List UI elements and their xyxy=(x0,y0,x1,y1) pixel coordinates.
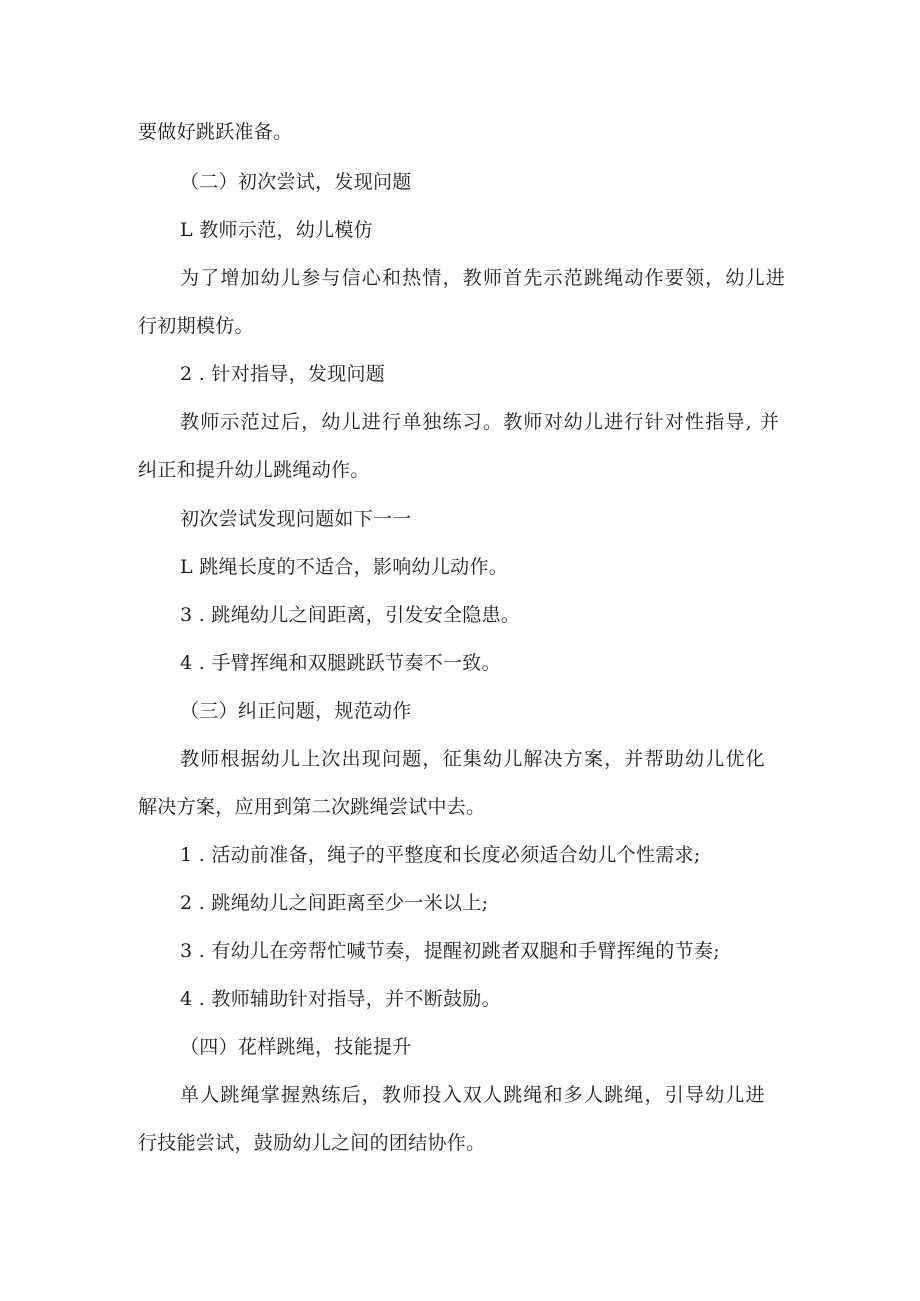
list-item: 1 . 活动前准备，绳子的平整度和长度必须适合幼儿个性需求; xyxy=(180,844,701,866)
list-item: 2 . 跳绳幼儿之间距离至少一米以上; xyxy=(180,892,489,914)
paragraph-line: 行初期模仿。 xyxy=(138,315,254,337)
subsection-heading: 2 . 针对指导，发现问题 xyxy=(180,363,386,385)
paragraph-line: 教师示范过后，幼儿进行单独练习。教师对幼儿进行针对性指导, 并 xyxy=(180,411,781,433)
paragraph-line: 为了增加幼儿参与信心和热情，教师首先示范跳绳动作要领，幼儿进 xyxy=(180,267,787,289)
paragraph-line: 纠正和提升幼儿跳绳动作。 xyxy=(138,459,370,481)
list-item: 4 . 手臂挥绳和双腿跳跃节奏不一致。 xyxy=(180,652,501,674)
subsection-heading: L 教师示范，幼儿模仿 xyxy=(180,219,373,241)
list-item: 4 . 教师辅助针对指导，并不断鼓励。 xyxy=(180,988,501,1010)
paragraph-line: 教师根据幼儿上次出现问题，征集幼儿解决方案，并帮助幼儿优化 xyxy=(180,748,766,770)
section-heading: （三）纠正问题，规范动作 xyxy=(180,700,412,722)
section-heading: （二）初次尝试，发现问题 xyxy=(180,171,412,193)
list-item: 3 . 有幼儿在旁帮忙喊节奏，提醒初跳者双腿和手臂挥绳的节奏; xyxy=(180,940,720,962)
paragraph-line: 初次尝试发现问题如下一一 xyxy=(180,508,412,530)
paragraph-line: 单人跳绳掌握熟练后，教师投入双人跳绳和多人跳绳，引导幼儿进 xyxy=(180,1084,766,1106)
list-item: L 跳绳长度的不适合，影响幼儿动作。 xyxy=(180,556,509,578)
paragraph-line: 解决方案，应用到第二次跳绳尝试中去。 xyxy=(138,796,486,818)
section-heading: （四）花样跳绳，技能提升 xyxy=(180,1036,412,1058)
list-item: 3 . 跳绳幼儿之间距离，引发安全隐患。 xyxy=(180,604,521,626)
paragraph-line: 行技能尝试，鼓励幼儿之间的团结协作。 xyxy=(138,1132,486,1154)
paragraph-line: 要做好跳跃准备。 xyxy=(138,121,293,143)
